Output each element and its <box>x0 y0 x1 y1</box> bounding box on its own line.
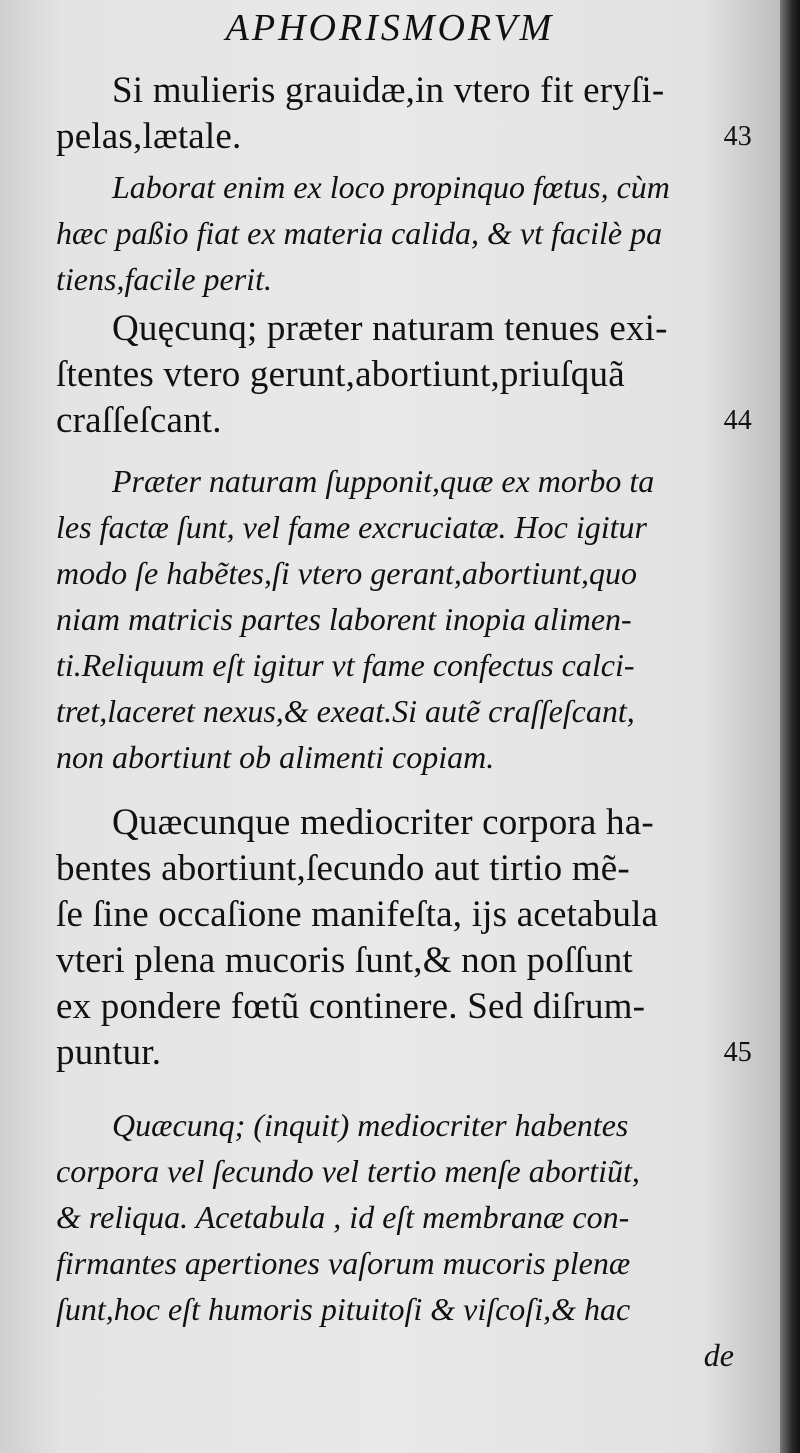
aphorism-line-text: craſſeſcant. <box>56 400 222 441</box>
commentary-44 <box>56 458 766 780</box>
aphorism-line: Si mulieris grauidæ,in vtero fit eryſi- <box>112 70 665 111</box>
commentary-line: niam matricis partes laborent inopia alimen- <box>56 601 632 637</box>
aphorism-line-text: puntur. <box>56 1032 162 1073</box>
commentary-line: & reliqua. Acetabula , id eſt membranæ con- <box>56 1199 630 1235</box>
aphorism-number: 44 <box>723 405 752 436</box>
aphorism-line: Quæcunque mediocriter corpora ha- <box>112 802 654 843</box>
commentary-line: les factæ ſunt, vel fame excruciatæ. Hoc igitur <box>56 509 647 545</box>
aphorism-line: vteri plena mucoris ſunt,& non poſſunt <box>56 940 633 981</box>
aphorism-line: ſe ſine occaſione manifeſta, ijs acetabula <box>56 894 659 935</box>
commentary-line: Laborat enim ex loco propinquo fœtus, cùm <box>112 169 670 205</box>
commentary-line: firmantes apertiones vaſorum mucoris plenæ <box>56 1245 631 1281</box>
commentary-43 <box>56 164 766 302</box>
commentary-45 <box>56 1102 766 1378</box>
commentary-line: ſunt,hoc eſt humoris pituitoſi & viſcoſi,& hac <box>56 1291 631 1327</box>
aphorism-line <box>56 1030 766 1076</box>
aphorism-line: bentes abortiunt,ſecundo aut tirtio mẽ- <box>56 848 630 889</box>
aphorism-line: Quęcunq; præter naturam tenues exi- <box>112 308 668 349</box>
catchword: de <box>703 1337 734 1373</box>
aphorism-line-text: pelas,lætale. <box>56 116 242 157</box>
commentary-line: Præter naturam ſupponit,quæ ex morbo ta <box>112 463 655 499</box>
aphorism-43 <box>56 68 766 160</box>
aphorism-line: ex pondere fœtũ continere. Sed diſrum- <box>56 986 646 1027</box>
commentary-line: tiens,facile perit. <box>56 261 272 297</box>
aphorism-45 <box>56 800 766 1076</box>
commentary-line: ti.Reliquum eſt igitur vt fame confectus calci- <box>56 647 635 683</box>
commentary-line: modo ſe habẽtes,ſi vtero gerant,abortiunt,quo <box>56 555 637 591</box>
aphorism-44 <box>56 306 766 444</box>
commentary-line: hæc paßio fiat ex materia calida, & vt facilè pa <box>56 215 663 251</box>
aphorism-line <box>56 398 766 444</box>
commentary-line: corpora vel ſecundo vel tertio menſe abortiũt, <box>56 1153 640 1189</box>
page-spine-shadow <box>780 0 800 1453</box>
commentary-line: tret,laceret nexus,& exeat.Si autẽ craſſeſcant, <box>56 693 635 729</box>
aphorism-number: 43 <box>723 121 752 152</box>
commentary-line: Quæcunq; (inquit) mediocriter habentes <box>112 1107 629 1143</box>
commentary-line: non abortiunt ob alimenti copiam. <box>56 739 495 775</box>
aphorism-line: ſtentes vtero gerunt,abortiunt,priuſquã <box>56 354 625 395</box>
aphorism-line <box>56 114 766 160</box>
aphorism-number: 45 <box>723 1037 752 1068</box>
running-header: APHORISMORVM <box>225 7 555 49</box>
